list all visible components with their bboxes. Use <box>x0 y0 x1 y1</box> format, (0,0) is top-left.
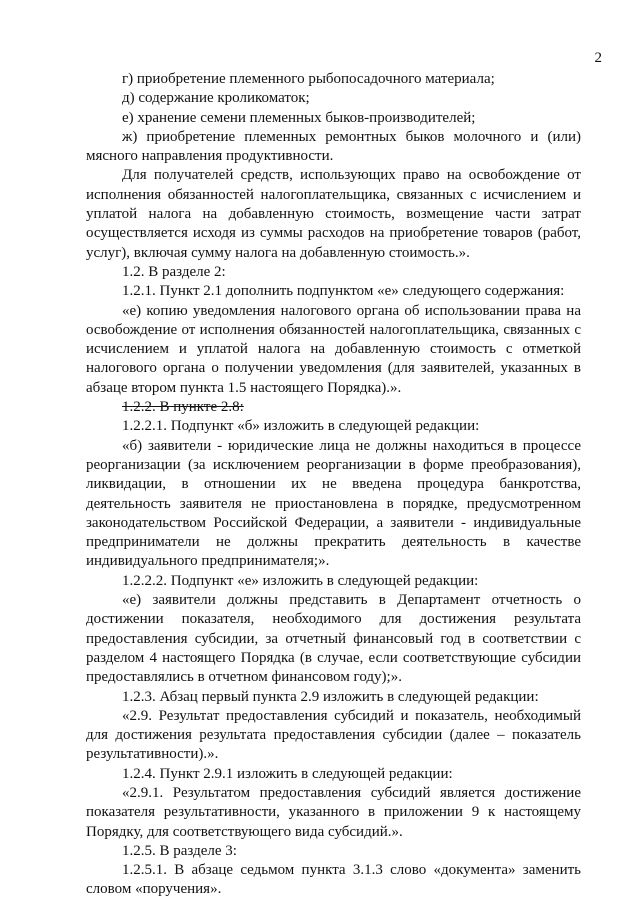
paragraph: 1.2.5.1. В абзаце седьмом пункта 3.1.3 слово «документа» заменить словом «поручения». <box>86 862 581 898</box>
paragraph: ж) приобретение племенных ремонтных быков молочного и (или) мясного направления продуктивности. <box>86 128 581 165</box>
quoted-paragraph: «е) копию уведомления налогового органа об использовании права на освобождение от исполнения обязанностей налогоплательщика, связанных с исчислением и уплатой налога на добавленную стоимость с отметкой налогового органа о получении уведомления (для заявителей, указанных в абзаце втором пункта 1.5 настоящего Порядка).». <box>86 302 581 396</box>
section-heading: 1.2.5. В разделе 3: <box>122 842 237 859</box>
paragraph: 1.2.1. Пункт 2.1 дополнить подпунктом «е» следующего содержания: <box>122 283 565 300</box>
paragraph: е) хранение семени племенных быков-производителей; <box>122 109 476 126</box>
paragraph: 1.2.2.1. Подпункт «б» изложить в следующей редакции: <box>122 418 480 435</box>
paragraph: г) приобретение племенного рыбопосадочного материала; <box>122 71 495 87</box>
quoted-paragraph: «2.9.1. Результатом предоставления субсидий является достижение показателя результативности, указанного в приложении 9 к настоящему Порядку, для соответствующего вида субсидий.». <box>86 784 581 840</box>
paragraph: д) содержание кроликоматок; <box>122 90 310 107</box>
document-body <box>86 70 581 900</box>
struck-heading: 1.2.2. В пункте 2.8: <box>122 399 244 416</box>
paragraph: 1.2.4. Пункт 2.9.1 изложить в следующей редакции: <box>122 765 453 782</box>
quoted-paragraph: «е) заявители должны представить в Департамент отчетность о достижении показателя, необходимого для достижения результата предоставления субсидии, за отчетный финансовый год в соответствии с разделом 4 настоящего Порядка (в случае, если соответствующие субсидии предоставлялись в отчетном финансовом году);». <box>86 592 581 686</box>
paragraph: Для получателей средств, использующих право на освобождение от исполнения обязанностей налогоплательщика, связанных с исчислением и уплатой налога на добавленную стоимость, возмещение части затрат осуществляется исходя из суммы расходов на приобретение товаров (работ, услуг), включая сумму налога на добавленную стоимость.». <box>86 167 581 261</box>
page-number: 2 <box>594 50 602 66</box>
quoted-paragraph: «б) заявители - юридические лица не должны находиться в процессе реорганизации (за исключением реорганизации в форме преобразования), ликвидации, в отношении их не введена процедура банкротства, деятельность заявителя не приостановлена в порядке, предусмотренном законодательством Российской Федерации, а заявители - индивидуальные предприниматели не должны прекратить деятельность в качестве индивидуального предпринимателя;». <box>86 437 581 570</box>
section-heading: 1.2. В разделе 2: <box>122 263 226 280</box>
paragraph: 1.2.2.2. Подпункт «е» изложить в следующей редакции: <box>122 572 479 589</box>
quoted-paragraph: «2.9. Результат предоставления субсидий и показатель, необходимый для достижения результата предоставления субсидии (далее – показатель результативности).». <box>86 707 581 763</box>
paragraph: 1.2.3. Абзац первый пункта 2.9 изложить в следующей редакции: <box>122 688 539 705</box>
